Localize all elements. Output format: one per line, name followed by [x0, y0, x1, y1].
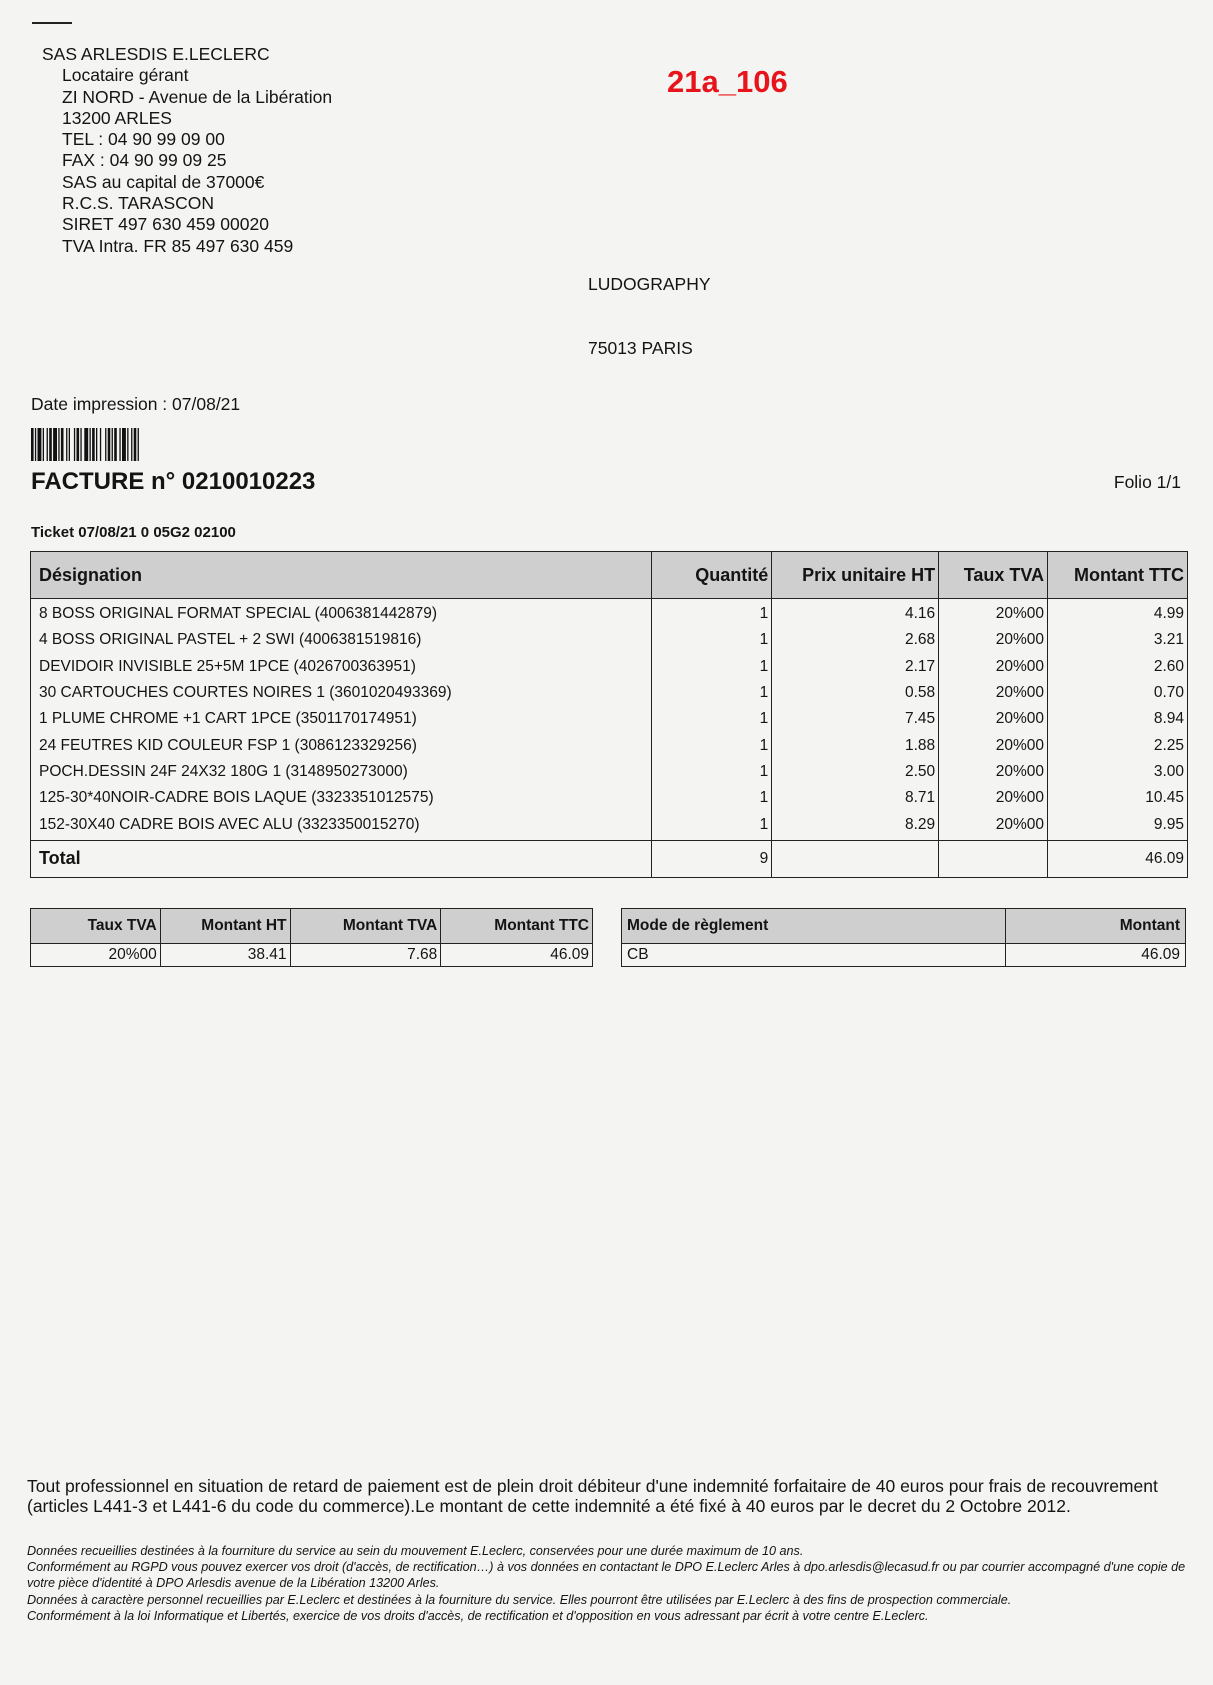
- payment-amount: 46.09: [1006, 944, 1186, 967]
- item-vat-rate: 20%00: [939, 785, 1048, 811]
- invoice-title: FACTURE n° 0210010223: [31, 468, 316, 495]
- item-amount-ttc: 8.94: [1048, 706, 1188, 732]
- vat-header-ht: Montant HT: [160, 909, 290, 944]
- col-header-vat-rate: Taux TVA: [939, 552, 1048, 599]
- company-block: [42, 44, 332, 257]
- item-amount-ttc: 0.70: [1048, 680, 1188, 706]
- item-quantity: 1: [652, 627, 772, 653]
- item-designation: 125-30*40NOIR-CADRE BOIS LAQUE (3323351012575): [31, 785, 652, 811]
- item-vat-rate: 20%00: [939, 706, 1048, 732]
- top-rule: [32, 22, 72, 24]
- item-vat-rate: 20%00: [939, 599, 1048, 628]
- company-line-phone: TEL : 04 90 99 09 00: [62, 129, 225, 150]
- item-amount-ttc: 3.00: [1048, 759, 1188, 785]
- folio: Folio 1/1: [1113, 472, 1181, 492]
- document-stamp: 21a_106: [667, 64, 788, 99]
- col-header-unit-price: Prix unitaire HT: [772, 552, 939, 599]
- payment-mode: CB: [622, 944, 1006, 967]
- item-quantity: 1: [652, 654, 772, 680]
- total-label: Total: [31, 840, 652, 877]
- item-amount-ttc: 10.45: [1048, 785, 1188, 811]
- vat-summary-table: [30, 908, 593, 967]
- item-vat-rate: 20%00: [939, 627, 1048, 653]
- total-amount: 46.09: [1048, 840, 1188, 877]
- vat-header-rate: Taux TVA: [31, 909, 161, 944]
- vat-amount-ht: 38.41: [160, 944, 290, 967]
- table-row: [31, 811, 1188, 840]
- item-designation: 1 PLUME CHROME +1 CART 1PCE (3501170174951): [31, 706, 652, 732]
- item-vat-rate: 20%00: [939, 732, 1048, 758]
- vat-amount-ttc: 46.09: [441, 944, 593, 967]
- company-name: SAS ARLESDIS E.LECLERC: [42, 44, 270, 64]
- item-amount-ttc: 4.99: [1048, 599, 1188, 628]
- company-line-address: ZI NORD - Avenue de la Libération: [62, 86, 333, 107]
- fine-print: [27, 1543, 1187, 1624]
- ticket-reference: Ticket 07/08/21 0 05G2 02100: [31, 524, 236, 541]
- item-vat-rate: 20%00: [939, 680, 1048, 706]
- col-header-quantity: Quantité: [652, 552, 772, 599]
- recipient-city: 75013 PARIS: [588, 338, 693, 358]
- fine-print-line: Données à caractère personnel recueillies par E.Leclerc et destinées à la fourniture du service. Elles pourront être utilisées par E.Leclerc à des fins de prospection commerciale.: [27, 1592, 1012, 1607]
- item-quantity: 1: [652, 785, 772, 811]
- item-designation: 152-30X40 CADRE BOIS AVEC ALU (3323350015270): [31, 811, 652, 840]
- item-unit-price: 2.50: [772, 759, 939, 785]
- payment-row: [622, 944, 1186, 967]
- item-unit-price: 4.16: [772, 599, 939, 628]
- table-row: [31, 599, 1188, 628]
- company-line-capital: SAS au capital de 37000€: [62, 171, 265, 192]
- table-row: [31, 654, 1188, 680]
- total-quantity: 9: [652, 840, 772, 877]
- vat-amount-vat: 7.68: [290, 944, 441, 967]
- item-unit-price: 8.29: [772, 811, 939, 840]
- company-line-status: Locataire gérant: [62, 65, 189, 86]
- item-unit-price: 0.58: [772, 680, 939, 706]
- item-vat-rate: 20%00: [939, 654, 1048, 680]
- item-amount-ttc: 2.60: [1048, 654, 1188, 680]
- payment-table: [621, 908, 1186, 967]
- company-line-rcs: R.C.S. TARASCON: [62, 193, 215, 214]
- total-empty-cell: [939, 840, 1048, 877]
- item-quantity: 1: [652, 599, 772, 628]
- company-line-vat: TVA Intra. FR 85 497 630 459: [62, 235, 294, 256]
- col-header-amount-ttc: Montant TTC: [1048, 552, 1188, 599]
- item-amount-ttc: 9.95: [1048, 811, 1188, 840]
- vat-rate: 20%00: [31, 944, 161, 967]
- barcode-icon: [31, 428, 241, 461]
- item-unit-price: 2.68: [772, 627, 939, 653]
- company-line-fax: FAX : 04 90 99 09 25: [62, 150, 227, 171]
- payment-header-amount: Montant: [1006, 909, 1186, 944]
- table-row: [31, 732, 1188, 758]
- table-row: [31, 785, 1188, 811]
- recipient-name: LUDOGRAPHY: [588, 274, 711, 294]
- item-vat-rate: 20%00: [939, 759, 1048, 785]
- item-amount-ttc: 2.25: [1048, 732, 1188, 758]
- vat-header-vat: Montant TVA: [290, 909, 441, 944]
- item-designation: 30 CARTOUCHES COURTES NOIRES 1 (3601020493369): [31, 680, 652, 706]
- table-row: [31, 759, 1188, 785]
- company-line-siret: SIRET 497 630 459 00020: [62, 214, 269, 235]
- total-row: [31, 840, 1188, 877]
- company-line-city: 13200 ARLES: [62, 107, 172, 128]
- item-quantity: 1: [652, 759, 772, 785]
- table-row: [31, 680, 1188, 706]
- item-unit-price: 7.45: [772, 706, 939, 732]
- col-header-designation: Désignation: [31, 552, 652, 599]
- item-unit-price: 1.88: [772, 732, 939, 758]
- item-quantity: 1: [652, 732, 772, 758]
- fine-print-line: Conformément à la loi Informatique et Libertés, exercice de vos droits d'accès, de rectification et d'opposition en vous adressant par écrit à votre centre E.Leclerc.: [27, 1608, 929, 1623]
- item-designation: 4 BOSS ORIGINAL PASTEL + 2 SWI (4006381519816): [31, 627, 652, 653]
- item-quantity: 1: [652, 680, 772, 706]
- item-quantity: 1: [652, 811, 772, 840]
- item-quantity: 1: [652, 706, 772, 732]
- fine-print-line: Conformément au RGPD vous pouvez exercer vos droit (d'accès, de rectification…) à vos données en contactant le DPO E.Leclerc Arles à dpo.arlesdis@lecasud.fr ou par courrier accompagné d'une copie de votre pièce d'identité à DPO Arlesdis avenue de la Libération 13200 Arles.: [27, 1560, 1186, 1591]
- vat-summary-row: [31, 944, 593, 967]
- item-vat-rate: 20%00: [939, 811, 1048, 840]
- table-row: [31, 706, 1188, 732]
- item-designation: DEVIDOIR INVISIBLE 25+5M 1PCE (4026700363951): [31, 654, 652, 680]
- items-table: [30, 551, 1188, 878]
- print-date: Date impression : 07/08/21: [31, 394, 241, 414]
- total-empty-cell: [772, 840, 939, 877]
- legal-notice: Tout professionnel en situation de retard de paiement est de plein droit débiteur d'une indemnité forfaitaire de 40 euros pour frais de recouvrement (articles L441-3 et L441-6 du code du commerce).Le montant de cette indemnité a été fixé à 40 euros par le decret du 2 Octobre 2012.: [27, 1476, 1158, 1516]
- item-designation: 8 BOSS ORIGINAL FORMAT SPECIAL (4006381442879): [31, 599, 652, 628]
- payment-header-mode: Mode de règlement: [622, 909, 1006, 944]
- vat-header-ttc: Montant TTC: [441, 909, 593, 944]
- item-unit-price: 8.71: [772, 785, 939, 811]
- table-row: [31, 627, 1188, 653]
- item-amount-ttc: 3.21: [1048, 627, 1188, 653]
- item-designation: POCH.DESSIN 24F 24X32 180G 1 (3148950273000): [31, 759, 652, 785]
- fine-print-line: Données recueillies destinées à la fourniture du service au sein du mouvement E.Leclerc, conservées pour une durée maximum de 10 ans.: [27, 1544, 804, 1558]
- item-unit-price: 2.17: [772, 654, 939, 680]
- item-designation: 24 FEUTRES KID COULEUR FSP 1 (3086123329256): [31, 732, 652, 758]
